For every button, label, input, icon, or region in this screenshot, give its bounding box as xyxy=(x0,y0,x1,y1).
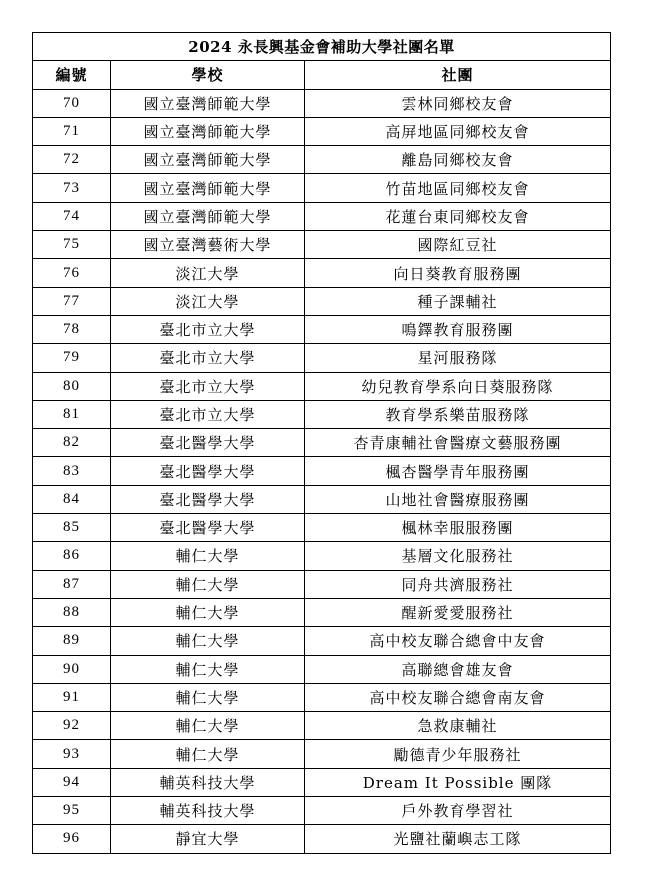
row-school: 臺北醫學大學 xyxy=(111,457,305,485)
row-number: 86 xyxy=(33,542,111,570)
row-number: 87 xyxy=(33,570,111,598)
row-school: 輔仁大學 xyxy=(111,598,305,626)
row-school: 國立臺灣師範大學 xyxy=(111,146,305,174)
table-row xyxy=(33,344,611,372)
row-school: 臺北市立大學 xyxy=(111,400,305,428)
table-row xyxy=(33,598,611,626)
row-number: 85 xyxy=(33,514,111,542)
row-club: 向日葵教育服務團 xyxy=(305,259,611,287)
table-row xyxy=(33,542,611,570)
table-row xyxy=(33,768,611,796)
row-club: 鳴鐸教育服務團 xyxy=(305,315,611,343)
table-row xyxy=(33,146,611,174)
row-club: 種子課輔社 xyxy=(305,287,611,315)
table-row xyxy=(33,740,611,768)
row-number: 93 xyxy=(33,740,111,768)
row-school: 臺北市立大學 xyxy=(111,344,305,372)
row-club: 星河服務隊 xyxy=(305,344,611,372)
row-school: 輔仁大學 xyxy=(111,740,305,768)
row-school: 國立臺灣師範大學 xyxy=(111,174,305,202)
table-row xyxy=(33,202,611,230)
row-club: 離島同鄉校友會 xyxy=(305,146,611,174)
row-club: 花蓮台東同鄉校友會 xyxy=(305,202,611,230)
row-number: 81 xyxy=(33,400,111,428)
table-row xyxy=(33,797,611,825)
row-school: 國立臺灣藝術大學 xyxy=(111,231,305,259)
row-school: 臺北醫學大學 xyxy=(111,429,305,457)
row-number: 76 xyxy=(33,259,111,287)
row-club: 楓林幸服服務團 xyxy=(305,514,611,542)
row-number: 88 xyxy=(33,598,111,626)
table-body xyxy=(33,89,611,853)
row-school: 國立臺灣師範大學 xyxy=(111,89,305,117)
table-row xyxy=(33,514,611,542)
row-school: 輔仁大學 xyxy=(111,655,305,683)
table-row xyxy=(33,627,611,655)
row-number: 77 xyxy=(33,287,111,315)
row-club: 高屏地區同鄉校友會 xyxy=(305,117,611,145)
header-school: 學校 xyxy=(111,61,305,89)
row-school: 輔英科技大學 xyxy=(111,768,305,796)
table-row xyxy=(33,372,611,400)
row-school: 國立臺灣師範大學 xyxy=(111,117,305,145)
table-row xyxy=(33,570,611,598)
row-club: 教育學系樂苗服務隊 xyxy=(305,400,611,428)
row-school: 臺北醫學大學 xyxy=(111,485,305,513)
table-row xyxy=(33,259,611,287)
row-number: 78 xyxy=(33,315,111,343)
row-number: 83 xyxy=(33,457,111,485)
row-number: 82 xyxy=(33,429,111,457)
row-club: 醒新愛愛服務社 xyxy=(305,598,611,626)
row-number: 95 xyxy=(33,797,111,825)
header-club: 社團 xyxy=(305,61,611,89)
row-club: 光鹽社蘭嶼志工隊 xyxy=(305,825,611,853)
row-club: 戶外教育學習社 xyxy=(305,797,611,825)
row-club: 國際紅豆社 xyxy=(305,231,611,259)
row-number: 70 xyxy=(33,89,111,117)
row-number: 75 xyxy=(33,231,111,259)
row-club: 高中校友聯合總會南友會 xyxy=(305,683,611,711)
table-title: 2024 永長興基金會補助大學社團名單 xyxy=(33,33,611,61)
row-school: 靜宜大學 xyxy=(111,825,305,853)
row-club: 同舟共濟服務社 xyxy=(305,570,611,598)
row-number: 79 xyxy=(33,344,111,372)
row-school: 輔仁大學 xyxy=(111,542,305,570)
row-club: 竹苗地區同鄉校友會 xyxy=(305,174,611,202)
table-row xyxy=(33,683,611,711)
table-row xyxy=(33,287,611,315)
row-school: 臺北市立大學 xyxy=(111,372,305,400)
row-school: 國立臺灣師範大學 xyxy=(111,202,305,230)
row-club: Dream It Possible 團隊 xyxy=(305,768,611,796)
row-club: 高中校友聯合總會中友會 xyxy=(305,627,611,655)
table-row xyxy=(33,89,611,117)
table-row xyxy=(33,712,611,740)
header-row xyxy=(33,61,611,89)
row-club: 急救康輔社 xyxy=(305,712,611,740)
row-club: 基層文化服務社 xyxy=(305,542,611,570)
table-row xyxy=(33,231,611,259)
row-number: 84 xyxy=(33,485,111,513)
row-number: 92 xyxy=(33,712,111,740)
table-row xyxy=(33,429,611,457)
row-school: 臺北市立大學 xyxy=(111,315,305,343)
row-school: 輔仁大學 xyxy=(111,683,305,711)
row-club: 山地社會醫療服務團 xyxy=(305,485,611,513)
row-number: 89 xyxy=(33,627,111,655)
title-row xyxy=(33,33,611,61)
row-school: 淡江大學 xyxy=(111,259,305,287)
row-number: 96 xyxy=(33,825,111,853)
table-row xyxy=(33,174,611,202)
table-row xyxy=(33,825,611,853)
row-number: 90 xyxy=(33,655,111,683)
table-row xyxy=(33,117,611,145)
row-club: 楓杏醫學青年服務團 xyxy=(305,457,611,485)
row-school: 輔仁大學 xyxy=(111,570,305,598)
table-row xyxy=(33,485,611,513)
row-club: 高聯總會雄友會 xyxy=(305,655,611,683)
table-row xyxy=(33,457,611,485)
row-number: 91 xyxy=(33,683,111,711)
row-club: 幼兒教育學系向日葵服務隊 xyxy=(305,372,611,400)
row-club: 勵德青少年服務社 xyxy=(305,740,611,768)
row-club: 杏青康輔社會醫療文藝服務團 xyxy=(305,429,611,457)
row-number: 74 xyxy=(33,202,111,230)
row-club: 雲林同鄉校友會 xyxy=(305,89,611,117)
row-school: 淡江大學 xyxy=(111,287,305,315)
row-number: 71 xyxy=(33,117,111,145)
table-row xyxy=(33,400,611,428)
row-school: 臺北醫學大學 xyxy=(111,514,305,542)
row-number: 72 xyxy=(33,146,111,174)
grant-list-table xyxy=(32,32,611,854)
row-school: 輔仁大學 xyxy=(111,627,305,655)
table-row xyxy=(33,655,611,683)
table-row xyxy=(33,315,611,343)
row-school: 輔英科技大學 xyxy=(111,797,305,825)
header-no: 編號 xyxy=(33,61,111,89)
row-number: 94 xyxy=(33,768,111,796)
row-school: 輔仁大學 xyxy=(111,712,305,740)
row-number: 73 xyxy=(33,174,111,202)
row-number: 80 xyxy=(33,372,111,400)
